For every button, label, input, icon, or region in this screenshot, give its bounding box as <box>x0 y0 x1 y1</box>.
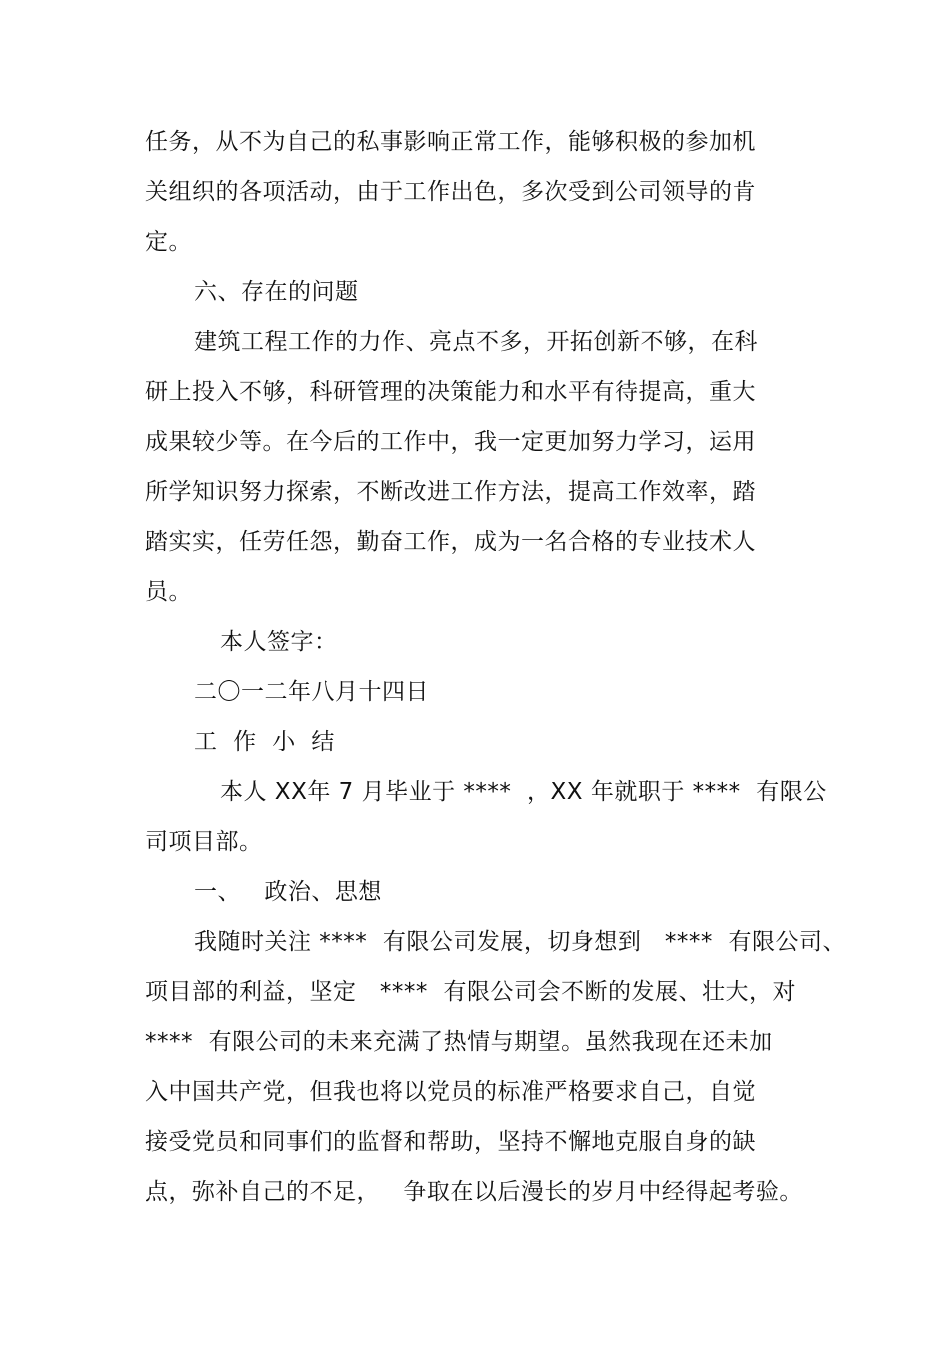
paragraph-line: 关组织的各项活动，由于工作出色，多次受到公司领导的肯 <box>145 179 756 205</box>
paragraph-line: 所学知识努力探索，不断改进工作方法，提高工作效率，踏 <box>145 479 756 505</box>
paragraph-line: 我随时关注 **** 有限公司发展，切身想到 **** 有限公司、 <box>194 929 846 955</box>
paragraph-line: **** 有限公司的未来充满了热情与期望。虽然我现在还未加 <box>145 1029 773 1055</box>
document-title: 工 作 小 结 <box>194 729 335 755</box>
paragraph-line: 入中国共产党，但我也将以党员的标准严格要求自己，自觉 <box>145 1079 756 1105</box>
paragraph-line: 建筑工程工作的力作、亮点不多，开拓创新不够，在科 <box>194 329 758 355</box>
date-line: 二〇一二年八月十四日 <box>194 679 429 705</box>
paragraph-line: 点，弥补自己的不足， 争取在以后漫长的岁月中经得起考验。 <box>145 1179 803 1205</box>
section-heading: 六、存在的问题 <box>194 279 359 305</box>
paragraph-line: 踏实实，任劳任怨，勤奋工作，成为一名合格的专业技术人 <box>145 529 756 555</box>
paragraph-line: 司项目部。 <box>145 829 263 855</box>
paragraph-line: 研上投入不够，科研管理的决策能力和水平有待提高，重大 <box>145 379 756 405</box>
paragraph-line: 本人 XX年 7 月毕业于 **** ，XX 年就职于 **** 有限公 <box>220 779 827 805</box>
paragraph-line: 项目部的利益，坚定 **** 有限公司会不断的发展、壮大，对 <box>145 979 797 1005</box>
paragraph-line: 成果较少等。在今后的工作中，我一定更加努力学习，运用 <box>145 429 756 455</box>
paragraph-line: 定。 <box>145 229 192 255</box>
paragraph-line: 员。 <box>145 579 192 605</box>
paragraph-line: 接受党员和同事们的监督和帮助，坚持不懈地克服自身的缺 <box>145 1129 756 1155</box>
signature-label: 本人签字： <box>220 629 338 655</box>
paragraph-line: 任务，从不为自己的私事影响正常工作，能够积极的参加机 <box>145 129 756 155</box>
section-heading: 一、 政治、思想 <box>194 879 382 905</box>
